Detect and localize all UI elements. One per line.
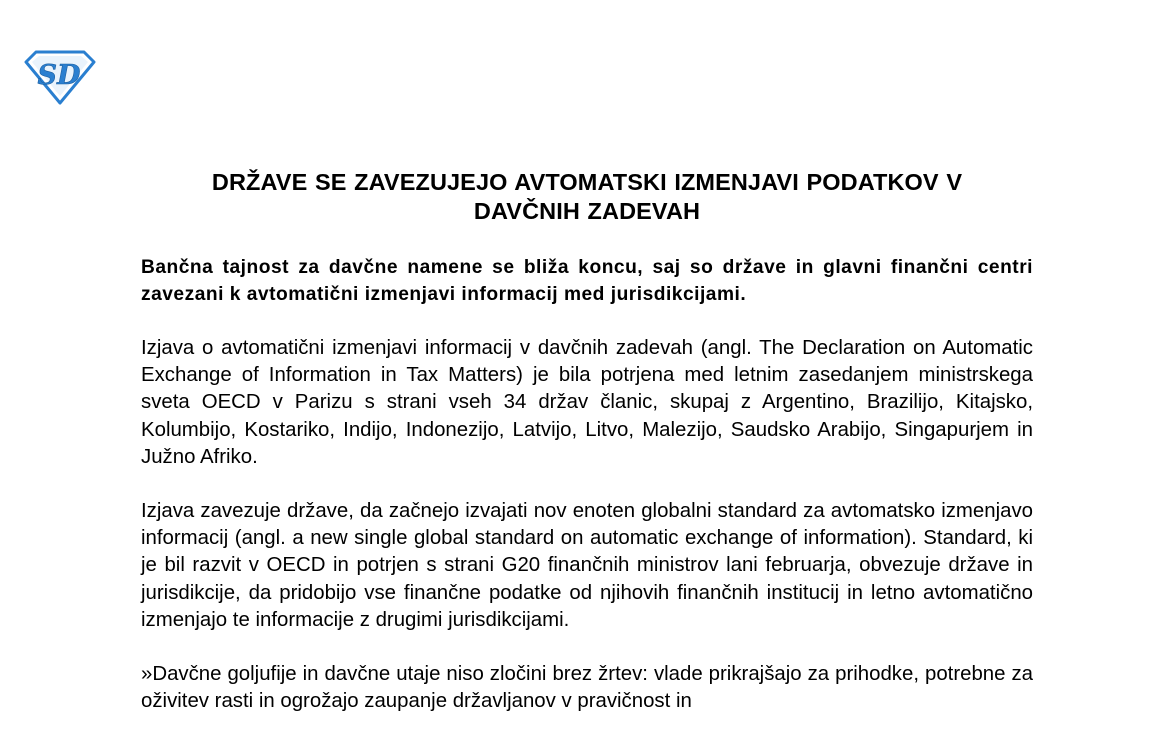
- paragraph-standard: Izjava zavezuje države, da začnejo izvajati nov enoten globalni standard za avtomatsko izmenjavo informacij (angl. a new single global standard on automatic exchange of information). Standard, ki je bil razvit v OECD in potrjen s strani G20 finančnih ministrov lani februarja, obvezuje države in jurisdikcije, da pridobijo vse finančne podatke od njihovih finančnih institucij in letno avtomatično izmenjajo te informacije z drugimi jurisdikcijami.: [141, 500, 1033, 631]
- sd-shield-logo-icon: [22, 48, 96, 106]
- title-line-1: DRŽAVE SE ZAVEZUJEJO AVTOMATSKI IZMENJAVI PODATKOV V: [211, 169, 963, 195]
- paragraph-declaration: Izjava o avtomatični izmenjavi informacij v davčnih zadevah (angl. The Declaration on Automatic Exchange of Information in Tax Matters) je bila potrjena med letnim zasedanjem ministrskega sveta OECD v Parizu s strani vseh 34 držav članic, skupaj z Argentino, Brazilijo, Kitajsko, Kolumbijo, Kostariko, Indijo, Indonezijo, Latvijo, Litvo, Malezijo, Saudsko Arabijo, Singapurjem in Južno Afriko.: [141, 337, 1033, 468]
- sd-logo: [22, 48, 96, 106]
- document-body: [141, 168, 1033, 715]
- paragraph-quote: »Davčne goljufije in davčne utaje niso zločini brez žrtev: vlade prikrajšajo za prihodke, potrebne za oživitev rasti in ogrožajo zaupanje državljanov v pravičnost in: [141, 663, 1033, 713]
- lead-paragraph: Bančna tajnost za davčne namene se bliža koncu, saj so države in glavni finančni centri zavezani k avtomatični izmenjavi informacij med jurisdikcijami.: [141, 257, 1033, 305]
- document-title: [141, 168, 1033, 226]
- sd-logo-letters: SD: [37, 60, 81, 91]
- title-line-2: DAVČNIH ZADEVAH: [473, 198, 701, 224]
